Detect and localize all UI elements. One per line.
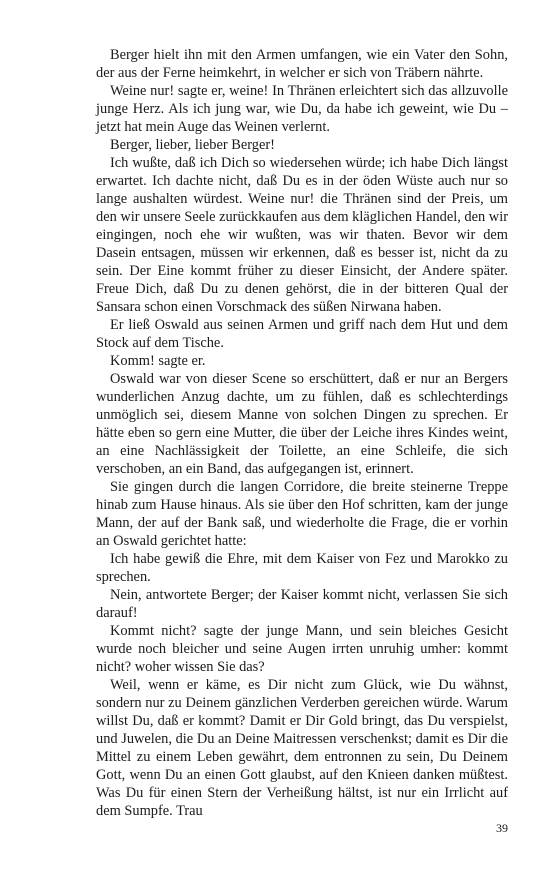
paragraph-12: Weil, wenn er käme, es Dir nicht zum Glück, wie Du wähnst, sondern nur zu Deinem gänzlichen Verderben gereichen würde. Warum willst Du, daß er kommt? Damit er Dir Gold bringt, das Du verspielst, und Juwelen, die Du an Deine Maitressen verschenkst; damit es Dir die Mittel zu einem Leben gewährt, dem entronnen zu sein, Du Deinem Gott, wenn Du an einen Gott glaubst, auf den Knieen danken müßtest. Was Du für einen Stern der Verheißung hältst, ist nur ein Irrlicht auf dem Sumpfe. Trau bbox=[96, 677, 508, 819]
paragraph-7: Oswald war von dieser Scene so erschüttert, daß er nur an Bergers wunderlichen Anzug dachte, um zu fühlen, daß es schlechterdings unmöglich sei, diesem Manne von solchen Dingen zu sprechen. Er hätte eben so gern eine Mutter, die über der Leiche ihres Kindes weint, an eine Nachlässigkeit der Toilette, an eine Schleife, die sich verschoben, an ein Band, das aufgegangen ist, erinnert. bbox=[96, 371, 508, 477]
paragraph-9: Ich habe gewiß die Ehre, mit dem Kaiser von Fez und Marokko zu sprechen. bbox=[96, 551, 508, 585]
body-text bbox=[96, 46, 508, 820]
paragraph-2: Weine nur! sagte er, weine! In Thränen erleichtert sich das allzuvolle junge Herz. Als ich jung war, wie Du, da habe ich geweint, wie Du – jetzt hat mein Auge das Weinen verlernt. bbox=[96, 83, 508, 135]
paragraph-11: Kommt nicht? sagte der junge Mann, und sein bleiches Gesicht wurde noch bleicher und seine Augen irrten unruhig umher: kommt nicht? woher wissen Sie das? bbox=[96, 623, 508, 675]
paragraph-1: Berger hielt ihn mit den Armen umfangen, wie ein Vater den Sohn, der aus der Ferne heimkehrt, in welcher er sich von Träbern nährte. bbox=[96, 47, 508, 81]
paragraph-4: Ich wußte, daß ich Dich so wiedersehen würde; ich habe Dich längst erwartet. Ich dachte nicht, daß Du es in der öden Wüste auch nur so lange aushalten würdest. Weine nur! die Thränen sind der Preis, um den wir unsere Seele zurückkaufen aus dem kläglichen Handel, den wir eingingen, noch ehe wir wußten, was wir thaten. Bevor wir dem Dasein entsagen, müssen wir erkennen, daß es besser ist, nicht da zu sein. Der Eine kommt früher zu dieser Einsicht, der Andere später. Freue Dich, daß Du zu denen gehörst, die in der bitteren Qual der Sansara schon einen Vorschmack des süßen Nirwana haben. bbox=[96, 155, 508, 315]
page-number: 39 bbox=[496, 821, 508, 835]
paragraph-10: Nein, antwortete Berger; der Kaiser kommt nicht, verlassen Sie sich darauf! bbox=[96, 587, 508, 621]
paragraph-8: Sie gingen durch die langen Corridore, die breite steinerne Treppe hinab zum Hause hinaus. Als sie über den Hof schritten, kam der junge Mann, der auf der Bank saß, und wiederholte die Frage, die er vorhin an Oswald gerichtet hatte: bbox=[96, 479, 508, 549]
paragraph-3: Berger, lieber, lieber Berger! bbox=[110, 137, 275, 153]
paragraph-5: Er ließ Oswald aus seinen Armen und griff nach dem Hut und dem Stock auf dem Tische. bbox=[96, 317, 508, 351]
paragraph-6: Komm! sagte er. bbox=[110, 353, 206, 369]
